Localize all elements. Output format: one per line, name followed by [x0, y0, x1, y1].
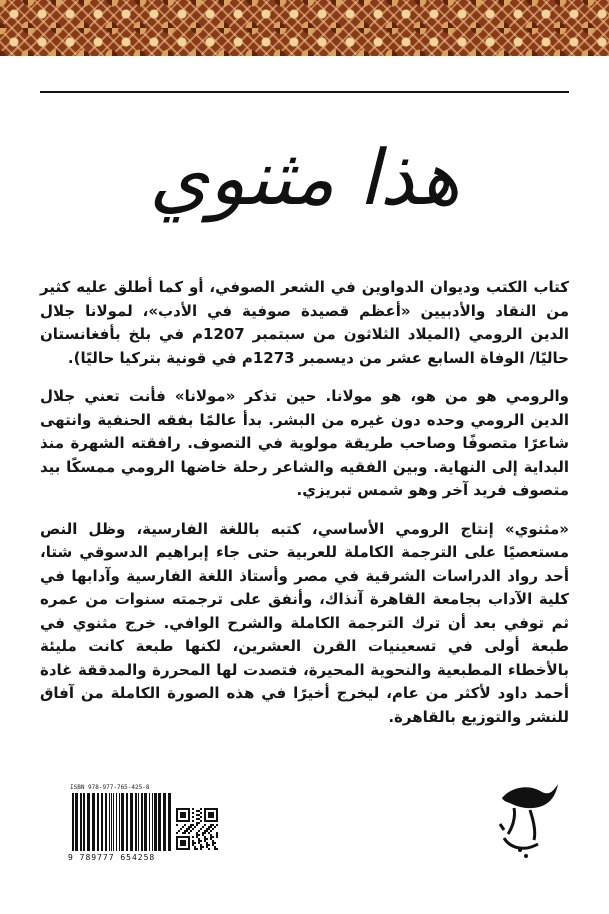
book-title: هذا مثنوي — [149, 133, 460, 222]
publisher-logo — [490, 778, 560, 862]
blurb-paragraph-1: كتاب الكتب وديوان الدواوين في الشعر الصوفي، أو كما أطلق عليه كثير من النقاد والأدبيين «أعظم قصيدة صوفية في الأدب»، لمولانا جلال الدين الرومي (الميلاد الثلاثون من سبتمبر 1207م في بلخ بأفغانستان حاليًا/ الوفاة السابع عشر من ديسمبر 1273م في قونية بتركيا حاليًا). — [40, 278, 569, 367]
isbn-label: ISBN 978-977-765-425-8 — [70, 784, 150, 791]
qr-code-icon — [176, 808, 218, 850]
divider-line — [40, 91, 569, 93]
barcode-icon — [70, 793, 173, 851]
decorative-pattern-banner — [0, 0, 609, 56]
blurb — [40, 276, 569, 744]
barcode-number: 9 789777 654258 — [68, 853, 156, 862]
bird-logo-icon — [490, 778, 560, 862]
blurb-paragraph-2: والرومي هو من هو، هو مولانا. حين تذكر «مولانا» فأنت تعني جلال الدين الرومي وحده دون غيره من البشر. بدأ عالمًا بفقه الحنفية وانتهى شاعرًا متصوفًا وصاحب طريقة مولوية في التصوف. رافقته الشهرة منذ البداية إلى النهاية. وبين الفقيه والشاعر رحلة خاضها الرومي ممسكًا بيد متصوف فريد آخر وهو شمس تبريزي. — [40, 387, 569, 499]
blurb-paragraph-3: «مثنوي» إنتاج الرومي الأساسي، كتبه باللغة الفارسية، وظل النص مستعصيًا على الترجمة الكاملة للعربية حتى جاء إبراهيم الدسوقي شتا، أحد رواد الدراسات الشرقية في مصر وأستاذ اللغة الفارسية وآدابها في كلية الآداب بجامعة القاهرة آنذاك، وأنفق على ترجمته سنوات من عمره ثم توفي بعد أن ترك الترجمة الكاملة والشرح الوافي. خرج مثنوي في طبعة أولى في تسعينيات القرن العشرين، لكنها طبعة كانت مليئة بالأخطاء المطبعية والنحوية المحيرة، فتصدت لها المحررة والمدققة غادة أحمد داود لأكثر من عام، ليخرج أخيرًا في هذه الصورة الكاملة من آفاق للنشر والتوزيع بالقاهرة. — [40, 519, 569, 726]
